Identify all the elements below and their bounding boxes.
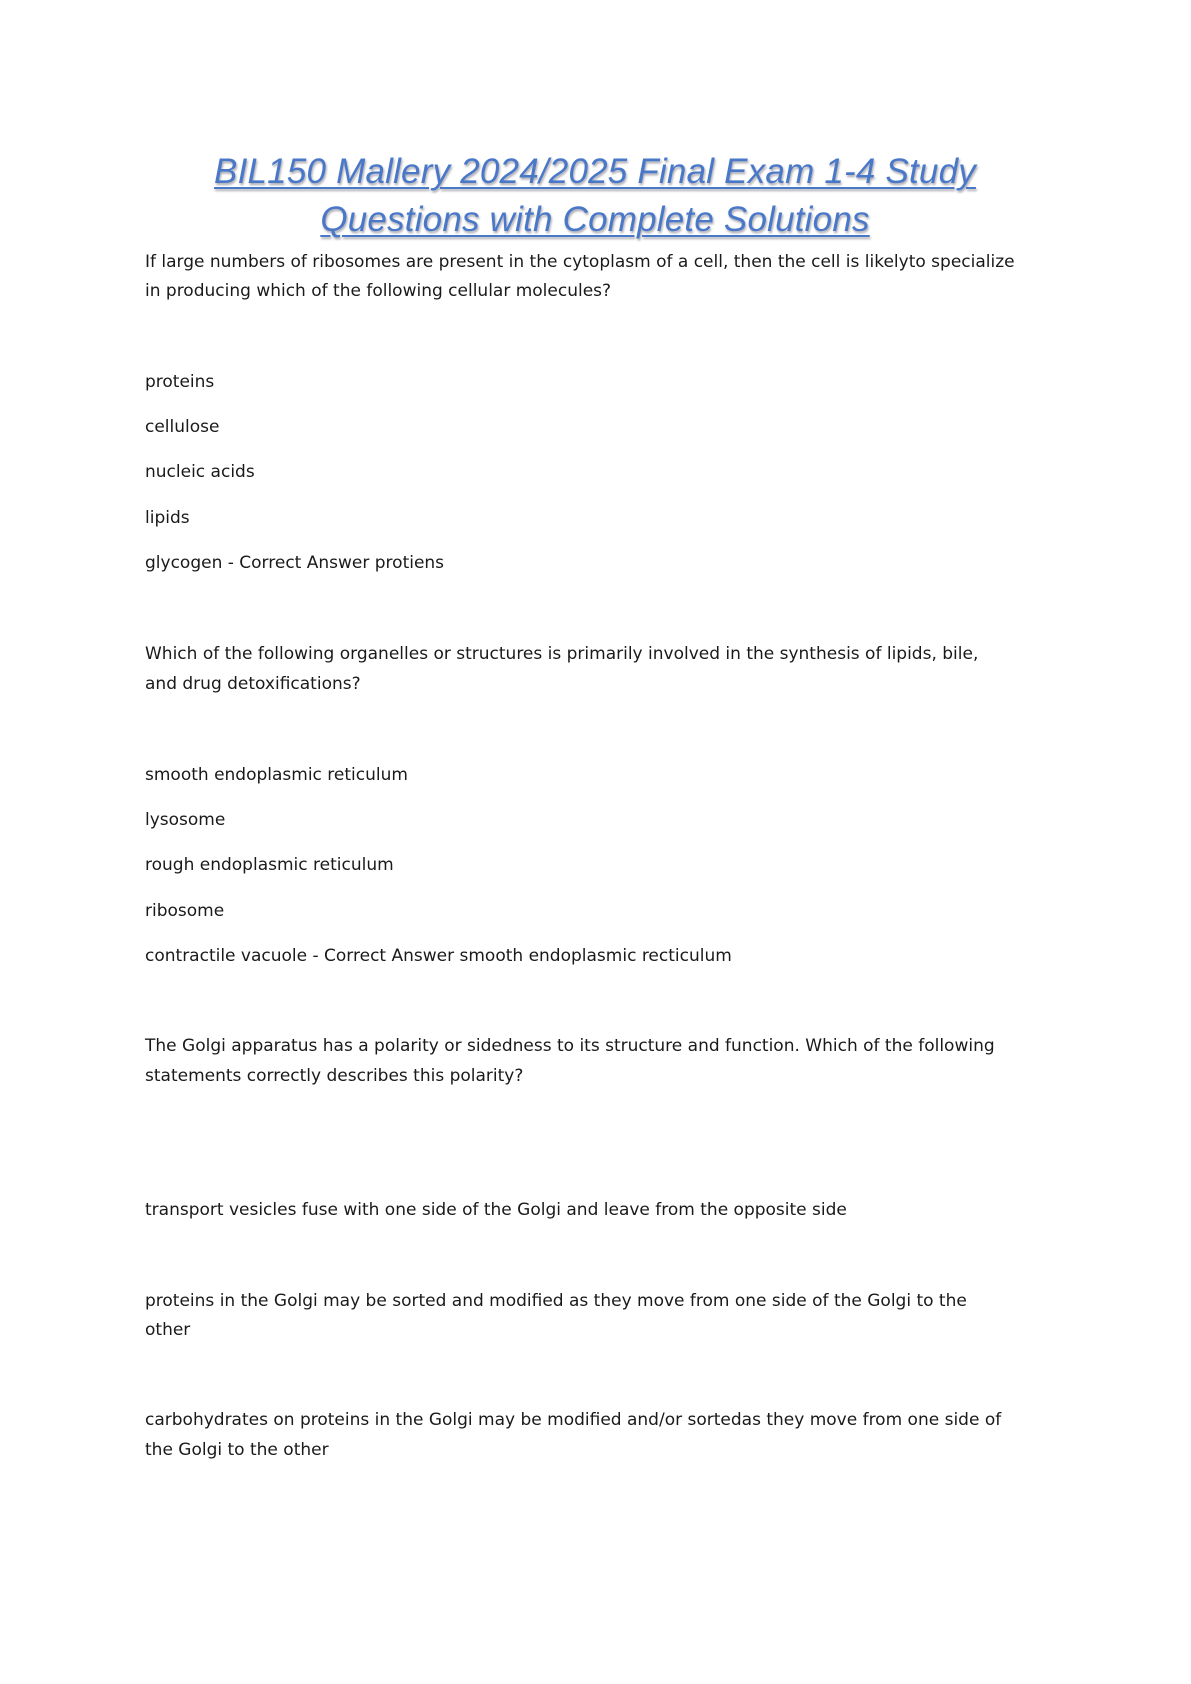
document-title-line-1: BIL150 Mallery 2024/2025 Final Exam 1-4 Study — [214, 152, 976, 191]
question-2-option-4: ribosome — [145, 901, 225, 921]
question-3-option-1: transport vesicles fuse with one side of the Golgi and leave from the opposite side — [145, 1200, 847, 1220]
question-1-option-1: proteins — [145, 372, 215, 392]
question-2-text-line-1: Which of the following organelles or structures is primarily involved in the synthesis of lipids, bile, — [145, 644, 979, 664]
question-2-option-1: smooth endoplasmic reticulum — [145, 765, 408, 785]
question-1-option-2: cellulose — [145, 417, 220, 437]
document-title — [145, 148, 1045, 244]
document-title-line-2: Questions with Complete Solutions — [320, 200, 870, 239]
question-1-option-4: lipids — [145, 508, 190, 528]
question-1-text-line-1: If large numbers of ribosomes are present in the cytoplasm of a cell, then the cell is likelyto specialize — [145, 252, 1015, 272]
question-2-option-3: rough endoplasmic reticulum — [145, 855, 394, 875]
question-1-option-5-answer: glycogen - Correct Answer protiens — [145, 553, 445, 573]
question-3-option-3-line-1: carbohydrates on proteins in the Golgi may be modified and/or sortedas they move from one side of — [145, 1410, 1002, 1430]
question-3-option-2-line-2: other — [145, 1320, 191, 1340]
question-3-option-3-line-2: the Golgi to the other — [145, 1440, 329, 1460]
question-3-text-line-2: statements correctly describes this polarity? — [145, 1066, 524, 1086]
question-1-text-line-2: in producing which of the following cellular molecules? — [145, 281, 612, 301]
question-3-option-2-line-1: proteins in the Golgi may be sorted and modified as they move from one side of the Golgi to the — [145, 1291, 967, 1311]
question-2-option-2: lysosome — [145, 810, 226, 830]
question-1-option-3: nucleic acids — [145, 462, 255, 482]
question-2-option-5-answer: contractile vacuole - Correct Answer smooth endoplasmic recticulum — [145, 946, 732, 966]
question-2-text-line-2: and drug detoxifications? — [145, 674, 361, 694]
question-3-text-line-1: The Golgi apparatus has a polarity or sidedness to its structure and function. Which of the following — [145, 1036, 995, 1056]
